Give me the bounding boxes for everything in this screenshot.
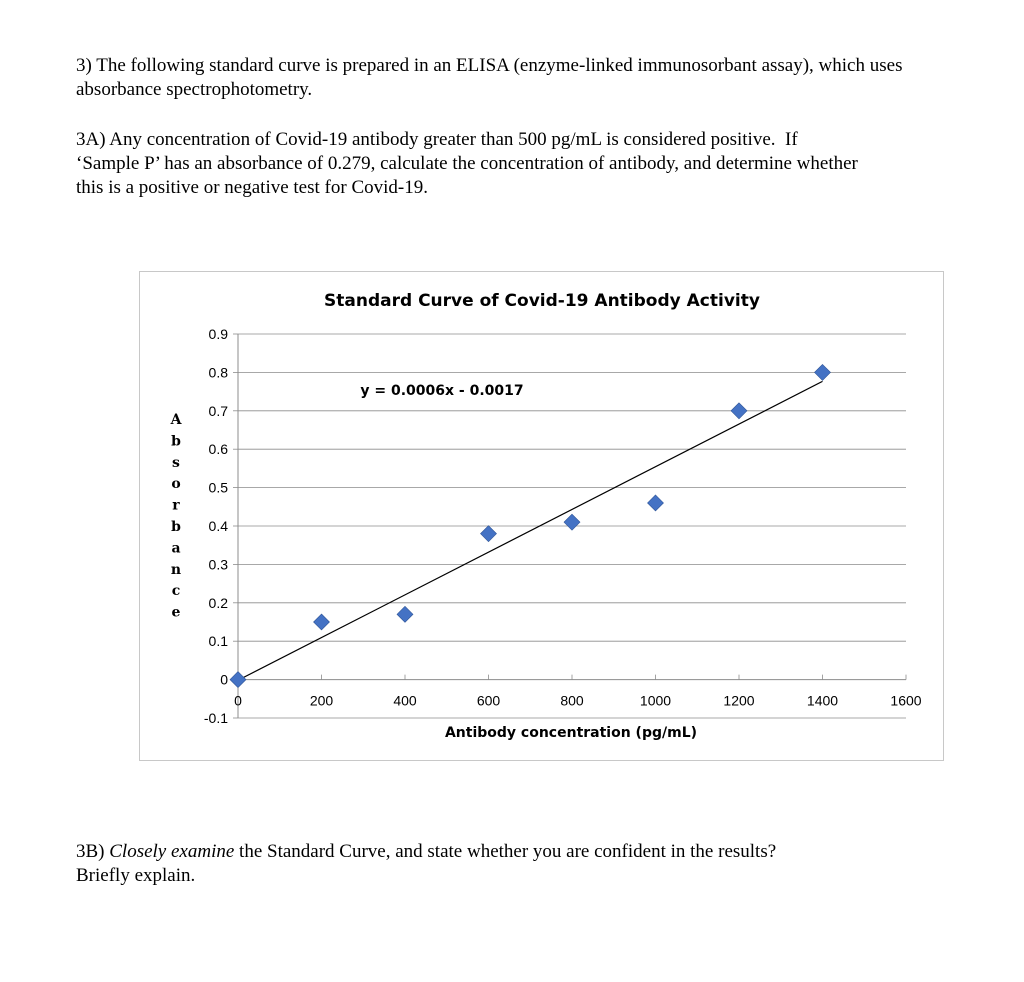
data-point xyxy=(481,526,497,542)
question-3a-text xyxy=(76,128,976,200)
y-tick-label: 0.2 xyxy=(208,594,228,611)
question-3a-line-3: this is a positive or negative test for Covid-19. xyxy=(76,177,428,198)
x-tick-label: 600 xyxy=(476,692,501,709)
question-3b-line-1 xyxy=(76,840,976,864)
data-point xyxy=(314,614,330,630)
x-tick-label: 0 xyxy=(234,692,242,709)
y-axis-label-letter: e xyxy=(171,604,181,621)
x-tick-label: 400 xyxy=(393,692,417,709)
data-point xyxy=(815,364,831,380)
y-axis-label-letter: b xyxy=(171,519,181,535)
x-tick-label: 1200 xyxy=(723,692,755,709)
trendline-equation: y = 0.0006x - 0.0017 xyxy=(360,383,524,399)
question-3b-prefix: 3B) xyxy=(76,841,110,862)
x-axis-label: Antibody concentration (pg/mL) xyxy=(444,725,698,741)
y-tick-label: 0.6 xyxy=(208,441,228,458)
y-tick-label: -0.1 xyxy=(203,710,228,726)
data-point xyxy=(731,403,747,419)
x-tick-label: 1400 xyxy=(806,692,839,709)
x-tick-label: 1000 xyxy=(639,692,672,709)
question-3b-rest: the Standard Curve, and state whether you are confident in the results? xyxy=(234,841,777,862)
question-3a-line-2: ‘Sample P’ has an absorbance of 0.279, calculate the concentration of antibody, and determine whether xyxy=(76,153,858,174)
y-tick-label: 0.9 xyxy=(208,326,228,342)
standard-curve-chart xyxy=(139,271,944,761)
y-tick-label: 0.3 xyxy=(208,556,228,573)
y-axis-label-letter: a xyxy=(171,540,181,557)
y-tick-label: 0 xyxy=(220,671,228,688)
question-3-body: 3) The following standard curve is prepared in an ELISA (enzyme-linked immunosorbant assay), which uses absorbance spectrophotometry. xyxy=(76,55,903,100)
data-point xyxy=(397,606,413,622)
y-axis-label-letter: A xyxy=(170,412,182,428)
y-axis-label-letter: o xyxy=(171,476,181,493)
x-tick-label: 800 xyxy=(560,692,584,709)
question-3-text xyxy=(76,54,976,102)
data-point xyxy=(648,495,664,511)
y-axis-label-letter: b xyxy=(171,433,181,450)
chart-title: Standard Curve of Covid-19 Antibody Activity xyxy=(324,291,760,311)
x-tick-label: 1600 xyxy=(890,692,922,709)
x-tick-label: 200 xyxy=(309,692,334,709)
question-3b-emphasis: Closely examine xyxy=(109,841,235,862)
y-axis-label-letter: n xyxy=(170,561,182,578)
chart-svg xyxy=(140,272,945,762)
data-point xyxy=(564,514,580,530)
y-tick-label: 0.8 xyxy=(208,364,228,381)
question-3b-text xyxy=(76,840,976,888)
y-tick-label: 0.7 xyxy=(208,402,228,419)
y-tick-label: 0.4 xyxy=(208,518,228,534)
y-axis-label-letter: r xyxy=(172,497,180,514)
y-axis-label-letter: c xyxy=(171,583,181,600)
data-point xyxy=(230,672,246,688)
trendline xyxy=(238,381,823,680)
y-axis-label-letter: s xyxy=(172,454,180,471)
question-3a-line-1: 3A) Any concentration of Covid-19 antibody greater than 500 pg/mL is considered positive. If xyxy=(76,129,798,150)
question-3b-line-2: Briefly explain. xyxy=(76,865,196,886)
y-tick-label: 0.1 xyxy=(208,633,228,650)
y-tick-label: 0.5 xyxy=(208,479,228,496)
